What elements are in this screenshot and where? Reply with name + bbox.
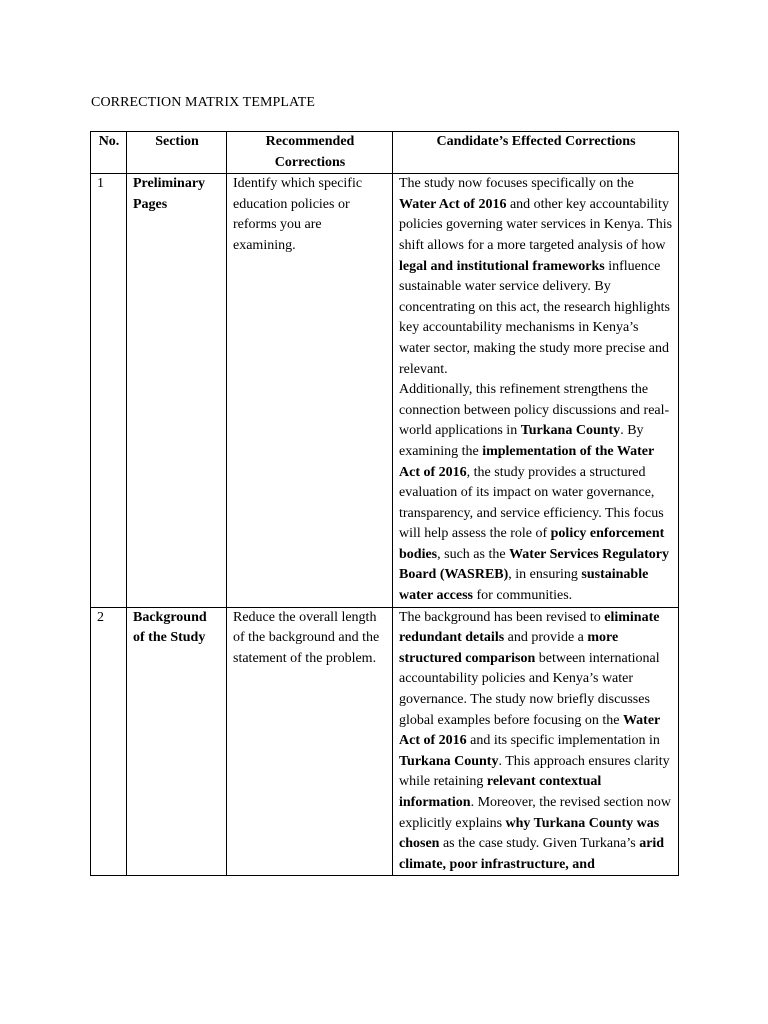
bold-phrase: policy enforcement bodies (399, 526, 665, 562)
table-row (91, 174, 679, 607)
bold-phrase: legal and institutional frameworks (399, 258, 605, 274)
document-title: CORRECTION MATRIX TEMPLATE (91, 95, 316, 110)
header-effected: Candidate’s Effected Corrections (393, 132, 679, 174)
cell-section: Preliminary Pages (127, 174, 227, 607)
bold-phrase: implementation of the Water Act of 2016 (399, 443, 654, 480)
correction-matrix-table (90, 131, 679, 876)
cell-section: Background of the Study (127, 607, 227, 876)
bold-phrase: relevant contextual information (399, 774, 602, 810)
cell-no: 1 (91, 174, 127, 607)
cell-recommended: Identify which specific education policies or reforms you are examining. (227, 174, 393, 607)
cell-recommended: Reduce the overall length of the background and the statement of the problem. (227, 607, 393, 876)
bold-phrase: sustainable water access (399, 567, 649, 604)
cell-effected: The background has been revised to eliminate redundant details and provide a more structured comparison between international accountability policies and Kenya’s water governance. The study now briefly discusses global examples before focusing on the Water Act of 2016 and its specific implementation in Turkana County. This approach ensures clarity while retaining relevant contextual information. Moreover, the revised section now explicitly explains why Turkana County was chosen as the case study. Given Turkana’s arid climate, poor infrastructure, and (393, 607, 679, 876)
header-recommended: Recommended Corrections (227, 132, 393, 174)
bold-phrase: Turkana County (520, 423, 621, 439)
table-header-row (91, 132, 679, 174)
header-no: No. (91, 132, 127, 174)
bold-phrase: Water Act of 2016 (399, 712, 661, 749)
header-section: Section (127, 132, 227, 174)
bold-phrase: Water Services Regulatory Board (WASREB) (399, 546, 669, 583)
table-row (91, 607, 679, 876)
bold-phrase: arid climate, poor infrastructure, and (399, 836, 665, 872)
bold-phrase: why Turkana County was chosen (399, 815, 660, 852)
bold-phrase: eliminate redundant details (399, 609, 660, 646)
bold-phrase: more structured comparison (399, 630, 619, 666)
cell-no: 2 (91, 607, 127, 876)
bold-phrase: Water Act of 2016 (399, 196, 507, 212)
bold-phrase: Turkana County (399, 753, 499, 769)
cell-effected: The study now focuses specifically on the Water Act of 2016 and other key accountability policies governing water services in Kenya. This shift allows for a more targeted analysis of how legal and institutional frameworks influence sustainable water service delivery. By concentrating on this act, the research highlights key accountability mechanisms in Kenya’s water sector, making the study more precise and relevant. Additionally, this refinement strengthens the connection between policy discussions and real-world applications in Turkana County. By examining the implementation of the Water Act of 2016, the study provides a structured evaluation of its impact on water governance, transparency, and service efficiency. This focus will help assess the role of policy enforcement bodies, such as the Water Services Regulatory Board (WASREB), in ensuring sustainable water access for communities. (393, 174, 679, 607)
